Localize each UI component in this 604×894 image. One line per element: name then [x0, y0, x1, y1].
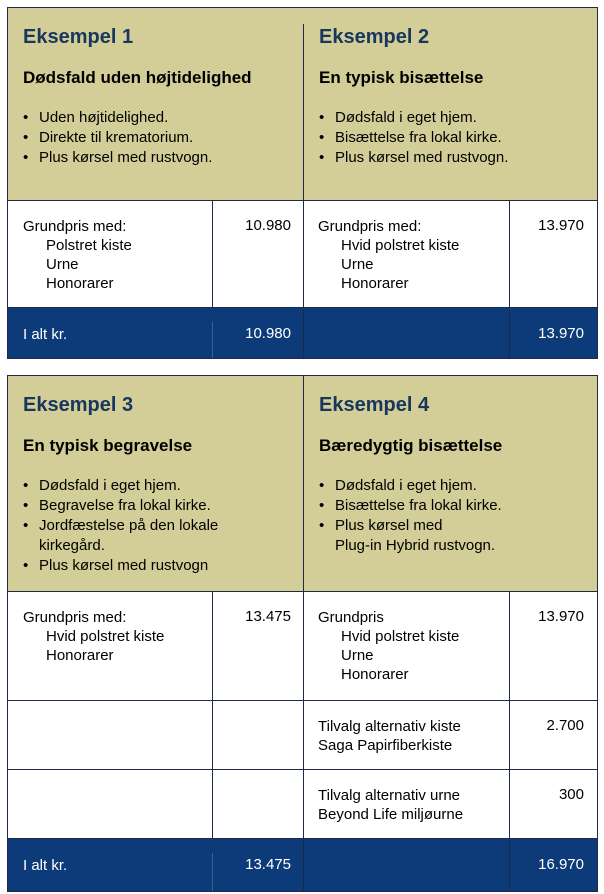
total-amount: 13.970: [538, 325, 584, 342]
total-amount: 10.980: [245, 325, 291, 342]
bullet-item: • Dødsfald i eget hjem.: [319, 476, 502, 496]
base-price-label: Grundpris med:: [23, 218, 127, 235]
example-bullets: [319, 108, 508, 168]
included-item: Polstret kiste: [46, 237, 132, 254]
base-price-label: Grundpris med:: [318, 218, 422, 235]
example-bullets: [319, 476, 502, 556]
total-amount: 16.970: [538, 856, 584, 873]
base-price-description: [8, 201, 212, 307]
bullet-item: • Bisættelse fra lokal kirke.: [319, 496, 502, 516]
base-price-amount: 13.970: [538, 608, 584, 625]
example-subtitle: En typisk bisættelse: [319, 68, 484, 87]
addon-description: [304, 701, 509, 769]
cell-divider: [212, 701, 213, 769]
header-band: [8, 8, 597, 200]
example-subtitle: Dødsfald uden højtidelighed: [23, 68, 252, 87]
examples-table-top: [7, 7, 598, 359]
addon-description: [304, 770, 509, 838]
addon-title: Tilvalg alternativ urne: [318, 787, 461, 804]
total-label: I alt kr.: [23, 326, 68, 343]
example-title: Eksempel 1: [23, 26, 134, 48]
bullet-item: • Plus kørsel med rustvogn.: [23, 148, 212, 168]
addon-coffin-row: [8, 700, 597, 769]
addon-title: Tilvalg alternativ kiste: [318, 718, 461, 735]
cell-divider: [212, 770, 213, 838]
bullet-item: • Bisættelse fra lokal kirke.: [319, 128, 508, 148]
bullet-item: • Plus kørsel med rustvogn.: [319, 148, 508, 168]
base-price-description: [8, 592, 212, 700]
example-title: Eksempel 2: [319, 26, 430, 48]
examples-table-bottom: [7, 375, 598, 892]
included-item: Urne: [46, 256, 79, 273]
total-label: I alt kr.: [23, 857, 68, 874]
column-divider: [303, 376, 304, 591]
bullet-item: • Plus kørsel med rustvogn: [23, 556, 218, 576]
example-bullets: [23, 476, 218, 576]
header-band: [8, 376, 597, 591]
included-item: Urne: [341, 647, 374, 664]
example-subtitle: Bæredygtig bisættelse: [319, 436, 503, 455]
addon-product: Saga Papirfiberkiste: [318, 737, 453, 754]
included-item: Hvid polstret kiste: [341, 237, 460, 254]
base-price-description: [304, 201, 509, 307]
base-price-label: Grundpris: [318, 609, 384, 626]
included-item: Honorarer: [46, 275, 114, 292]
base-price-description: [304, 592, 509, 700]
bullet-item: • Dødsfald i eget hjem.: [319, 108, 508, 128]
addon-amount: 2.700: [546, 717, 584, 734]
base-price-amount: 13.475: [245, 608, 291, 625]
included-item: Honorarer: [46, 647, 114, 664]
included-item: Hvid polstret kiste: [46, 628, 165, 645]
addon-amount: 300: [558, 786, 584, 803]
column-divider: [303, 308, 304, 358]
included-item: Honorarer: [341, 666, 409, 683]
column-divider: [303, 839, 304, 891]
bullet-item: • Plus kørsel med: [319, 516, 502, 536]
bullet-item: • Begravelse fra lokal kirke.: [23, 496, 218, 516]
base-price-label: Grundpris med:: [23, 609, 127, 626]
bullet-continuation: Plug-in Hybrid rustvogn.: [335, 537, 496, 554]
bullet-item: • Direkte til krematorium.: [23, 128, 212, 148]
bullet-item: • Jordfæstelse på den lokale: [23, 516, 218, 536]
bullet-item: • Dødsfald i eget hjem.: [23, 476, 218, 496]
included-item: Honorarer: [341, 275, 409, 292]
base-price-amount: 13.970: [538, 217, 584, 234]
column-divider: [303, 24, 304, 200]
total-row: [8, 838, 597, 891]
example-subtitle: En typisk begravelse: [23, 436, 193, 455]
total-amount: 13.475: [245, 856, 291, 873]
example-title: Eksempel 4: [319, 394, 430, 416]
addon-product: Beyond Life miljøurne: [318, 806, 464, 823]
included-item: Urne: [341, 256, 374, 273]
bullet-item: • Uden højtidelighed.: [23, 108, 212, 128]
included-item: Hvid polstret kiste: [341, 628, 460, 645]
addon-urn-row: [8, 769, 597, 838]
bullet-continuation: kirkegård.: [39, 537, 105, 554]
base-price-row: [8, 200, 597, 307]
total-row: [8, 307, 597, 358]
base-price-amount: 10.980: [245, 217, 291, 234]
example-title: Eksempel 3: [23, 394, 134, 416]
base-price-row: [8, 591, 597, 700]
example-bullets: [23, 108, 212, 168]
